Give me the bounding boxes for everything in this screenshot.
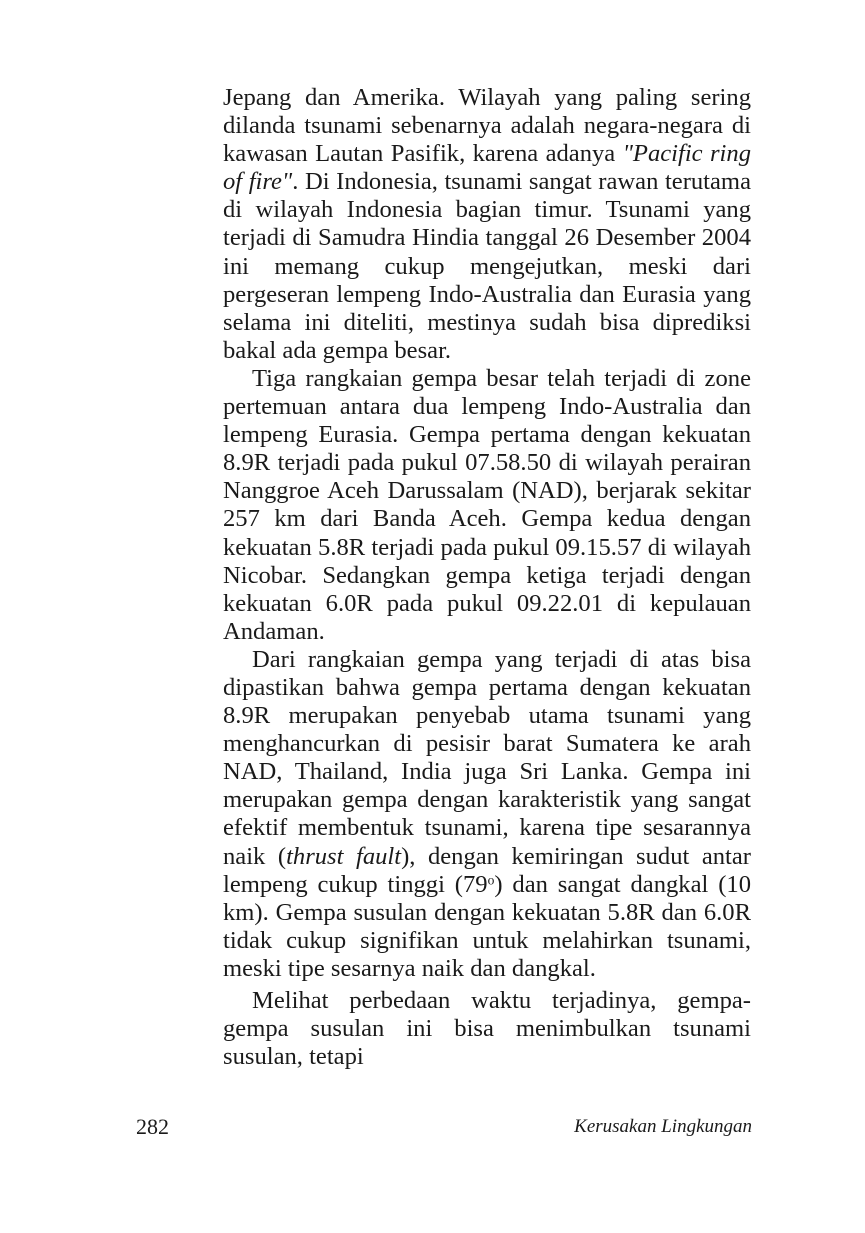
paragraph-2 (223, 365, 751, 646)
degree-superscript: o (487, 872, 495, 888)
page-footer (136, 1114, 752, 1144)
p1-text-b: . Di Indonesia, tsunami sangat rawan terutama di wilayah Indonesia bagian timur. Tsunami yang terjadi di Samudra Hindia tanggal 26 Desember 2004 ini memang cukup mengejutkan, meski dari pergeseran lempeng Indo-Australia dan Eurasia yang selama ini diteliti, mestinya sudah bisa diprediksi bakal ada gempa besar. (223, 168, 751, 364)
p3-text-a: Dari rangkaian gempa yang terjadi di atas bisa dipastikan bahwa gempa pertama dengan kekuatan 8.9R merupakan penyebab utama tsunami yang menghancurkan di pesisir barat Sumatera ke arah NAD, Thailand, India juga Sri Lanka. Gempa ini merupakan gempa dengan karakteristik yang sangat efektif membentuk tsunami, karena tipe sesarannya naik ( (223, 645, 751, 870)
running-title: Kerusakan Lingkungan (574, 1116, 752, 1137)
p4-text: Melihat perbedaan waktu terjadinya, gempa-gempa susulan ini bisa menimbulkan tsunami susulan, tetapi (223, 987, 751, 1071)
p1-italic-phrase: "Pacific ring of fire" (223, 140, 751, 196)
paragraph-1 (223, 84, 751, 365)
paragraph-4 (223, 987, 751, 1071)
p2-text: Tiga rangkaian gempa besar telah terjadi di zone pertemuan antara dua lempeng Indo-Australia dan lempeng Eurasia. Gempa pertama dengan kekuatan 8.9R terjadi pada pukul 07.58.50 di wilayah perairan Nanggroe Aceh Darussalam (NAD), berjarak sekitar 257 km dari Banda Aceh. Gempa kedua dengan kekuatan 5.8R terjadi pada pukul 09.15.57 di wilayah Nicobar. Sedangkan gempa ketiga terjadi dengan kekuatan 6.0R pada pukul 09.22.01 di kepulauan Andaman. (223, 364, 751, 645)
page-number: 282 (136, 1114, 169, 1139)
body-text (223, 84, 751, 1071)
p3-italic-term: thrust fault (286, 842, 402, 870)
p1-text-a: Jepang dan Amerika. Wilayah yang paling sering dilanda tsunami sebenarnya adalah negara-negara di kawasan Lautan Pasifik, karena adanya (223, 84, 751, 168)
p3-text-b: ), dengan kemiringan sudut antar lempeng cukup tinggi (79 (223, 842, 751, 898)
p3-text-c: ) dan sangat dangkal (10 km). Gempa susulan dengan kekuatan 5.8R dan 6.0R tidak cukup signifikan untuk melahirkan tsunami, meski tipe sesarnya naik dan dangkal. (223, 870, 751, 982)
paragraph-3 (223, 646, 751, 983)
